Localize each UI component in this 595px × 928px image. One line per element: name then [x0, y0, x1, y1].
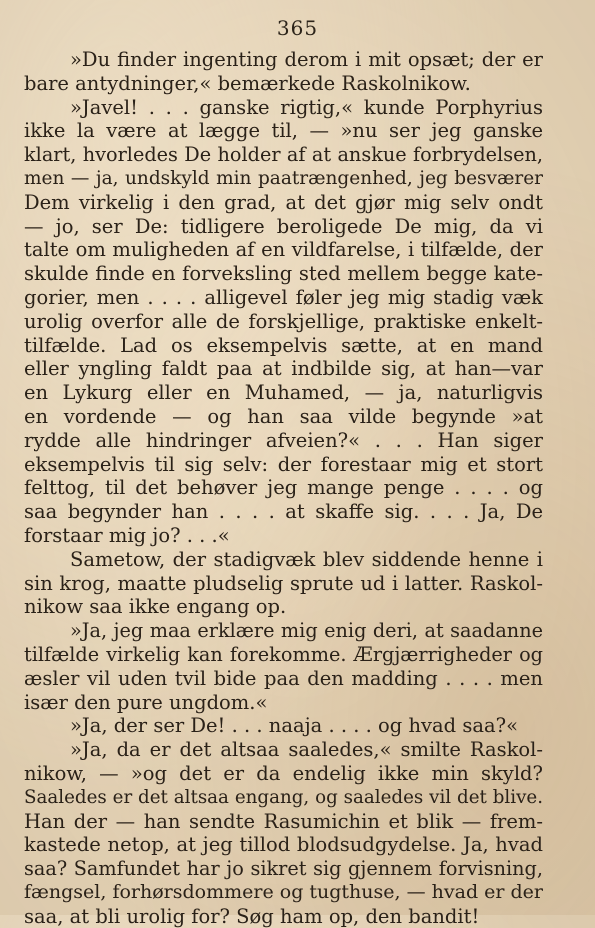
- text-line: tilfælde virkelig kan forekomme. Ærgjærrigheder og: [24, 642, 543, 666]
- text-line: saa? Samfundet har jo sikret sig gjennem forvisning,: [24, 857, 543, 881]
- text-line: saa begynder han . . . . at skaffe sig. . . . Ja, De: [24, 500, 543, 524]
- text-line: nikow saa ikke engang op.: [24, 595, 287, 619]
- text-line: men — ja, undskyld min paatrængenhed, jeg besværer: [24, 167, 543, 189]
- text-line: »Ja, da er det altsaa saaledes,« smilte Raskol-: [70, 738, 543, 762]
- text-line: eksempelvis til sig selv: der forestaar mig et stort: [24, 452, 543, 476]
- text-line: gorier, men . . . . alligevel føler jeg mig stadig væk: [24, 285, 543, 309]
- text-line: Sametow, der stadigvæk blev siddende henne i: [70, 547, 543, 571]
- text-line: saa, at bli urolig for? Søg ham op, den bandit!: [24, 904, 480, 928]
- text-line: »Du finder ingenting derom i mit opsæt; der er: [70, 48, 543, 71]
- text-line: Saaledes er det altsaa engang, og saaledes vil det blive.: [24, 786, 543, 808]
- text-line: Dem virkelig i den grad, at det gjør mig selv ondt: [24, 190, 543, 214]
- text-line: Han der — han sendte Rasumichin et blik — frem-: [24, 809, 543, 833]
- text-line: »Javel! . . . ganske rigtig,« kunde Porphyrius: [70, 95, 543, 119]
- text-line: talte om muligheden af en vildfarelse, i tilfælde, der: [24, 238, 543, 262]
- text-line: æsler vil uden tvil bide paa den madding . . . . men: [24, 666, 543, 690]
- text-line: »Ja, jeg maa erklære mig enig deri, at saadanne: [70, 619, 543, 643]
- text-line: fængsel, forhørsdommere og tugthuse, — hvad er der: [24, 880, 544, 903]
- text-line: bare antydninger,« bemærkede Raskolnikow.: [24, 71, 471, 95]
- text-line: — jo, ser De: tidligere beroligede De mig, da vi: [24, 214, 543, 238]
- text-line: skulde finde en forveksling sted mellem begge kate-: [24, 262, 543, 286]
- text-line: eller yngling faldt paa at indbilde sig, at han—var: [24, 357, 543, 381]
- text-line: især den pure ungdom.«: [24, 690, 268, 714]
- text-line: urolig overfor alle de forskjellige, praktiske enkelt-: [24, 309, 543, 333]
- text-line: sin krog, maatte pludselig sprute ud i latter. Raskol-: [24, 571, 543, 595]
- text-line: forstaar mig jo? . . .«: [24, 523, 230, 547]
- text-line: rydde alle hindringer afveien?« . . . Han siger: [24, 428, 543, 452]
- text-line: klart, hvorledes De holder af at anskue forbrydelsen,: [24, 143, 543, 167]
- text-line: felttog, til det behøver jeg mange penge . . . . og: [24, 476, 543, 500]
- text-line: en vordende — og han saa vilde begynde »at: [24, 404, 543, 428]
- page-number: 365: [276, 16, 319, 40]
- text-line: »Ja, der ser De! . . . naaja . . . . og hvad saa?«: [70, 714, 518, 738]
- text-line: tilfælde. Lad os eksempelvis sætte, at en mand: [24, 333, 543, 357]
- text-line: kastede netop, at jeg tillod blodsudgydelse. Ja, hvad: [24, 833, 543, 857]
- text-line: en Lykurg eller en Muhamed, — ja, naturligvis: [24, 381, 543, 405]
- text-line: ikke la være at lægge til, — »nu ser jeg ganske: [24, 119, 543, 143]
- text-line: nikow, — »og det er da endelig ikke min skyld?: [24, 761, 543, 785]
- body-text: [24, 48, 543, 928]
